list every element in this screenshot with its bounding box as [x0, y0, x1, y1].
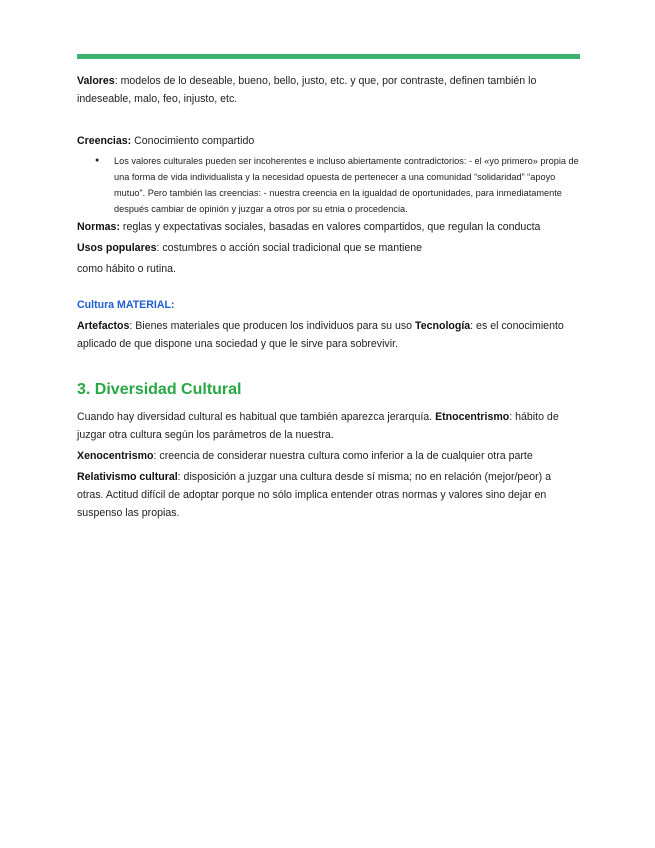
creencias-paragraph: [77, 132, 580, 150]
etnocentrismo-term: Etnocentrismo: [435, 411, 510, 423]
creencias-text: Conocimiento compartido: [131, 135, 255, 147]
relativismo-paragraph: [77, 468, 580, 522]
xenocentrismo-paragraph: [77, 447, 580, 465]
artefactos-text: : Bienes materiales que producen los individuos para su uso: [129, 320, 416, 332]
valores-text: : modelos de lo deseable, bueno, bello, justo, etc. y que, por contraste, definen también lo indeseable, malo, feo, injusto, etc.: [77, 75, 537, 105]
relativismo-text: : disposición a juzgar una cultura desde sí misma; no en relación (mejor/peor) a otras. Actitud difícil de adoptar porque no sólo implica entender otras normas y valores sino dejar en suspenso las propias.: [77, 471, 551, 519]
diversidad-cultural-heading: 3. Diversidad Cultural: [77, 381, 242, 398]
usos-text: : costumbres o acción social tradicional que se mantiene: [156, 242, 423, 254]
list-item: ● Los valores culturales pueden ser incoherentes e incluso abiertamente contradictorios: - el «yo primero» propia de una forma de vida individualista y la necesidad opuesta de pertenecer a una comunidad “solidaridad” “apoyo mutuo”. Pero también las creencias: - nuestra creencia en la igualdad de oportunidades, para inmediatamente después cambiar de opinión y juzgar a otros por su etnia o procedencia.: [114, 153, 580, 217]
normas-term: Normas:: [77, 221, 120, 233]
tecnologia-term: Tecnología: [415, 320, 471, 332]
valores-term: Valores: [77, 75, 115, 87]
artefactos-paragraph: [77, 317, 580, 353]
usos-paragraph: [77, 239, 580, 257]
cultura-material-heading: Cultura MATERIAL:: [77, 299, 175, 311]
header-accent-bar: [77, 54, 580, 59]
valores-paragraph: [77, 72, 580, 108]
xenocentrismo-term: Xenocentrismo: [77, 450, 154, 462]
usos-paragraph-cont: como hábito o rutina.: [77, 263, 176, 275]
diversidad-intro-paragraph: [77, 408, 580, 444]
document-page: [77, 54, 580, 522]
artefactos-term: Artefactos: [77, 320, 130, 332]
creencias-bullet-list: [77, 153, 580, 217]
etnocentrismo-text: : hábito de juzgar otra cultura según los parámetros de la nuestra.: [77, 411, 559, 441]
xenocentrismo-text: : creencia de considerar nuestra cultura como inferior a la de cualquier otra parte: [153, 450, 533, 462]
diversidad-intro-text: Cuando hay diversidad cultural es habitual que también aparezca jerarquía.: [77, 411, 436, 423]
relativismo-term: Relativismo cultural: [77, 471, 178, 483]
tecnologia-text: : es el conocimiento aplicado de que dispone una sociedad y que le sirve para sobrevivir.: [77, 320, 564, 350]
normas-text: reglas y expectativas sociales, basadas en valores compartidos, que regulan la conducta: [119, 221, 541, 233]
usos-term: Usos populares: [77, 242, 157, 254]
creencias-term: Creencias:: [77, 135, 132, 147]
normas-paragraph: [77, 218, 580, 236]
